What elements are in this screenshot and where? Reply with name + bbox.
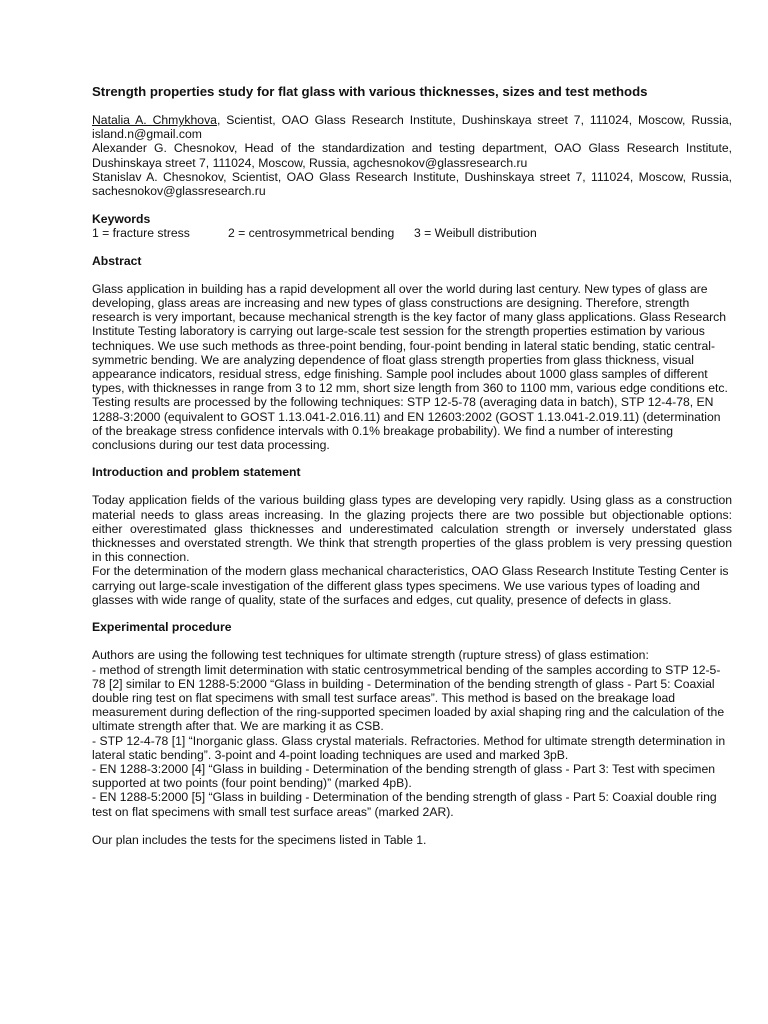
author-name: Alexander G. Chesnokov [92,141,234,156]
keywords-heading: Keywords [92,212,151,227]
keywords-list [92,226,732,240]
introduction-paragraph: Today application fields of the various building glass types are developing very rapidly. Using glass as a construction material needs to glass areas increasing. In the glazing projects there are two possible but objectionable options: either overestimated glass thicknesses and underestimated calculation strength or inversely understated glass thicknesses and overstated strength. We think that strength properties of the glass problem is very pressing question in this connection. [92,493,732,565]
test-method-item: - EN 1288-5:2000 [5] “Glass in building - Determination of the bending strength of glass - Part 5: Coaxial double ring test on flat specimens with small test surface areas” (marked 2AR). [92,790,717,819]
author-entry [92,113,732,141]
abstract-text: Glass application in building has a rapid development all over the world during last century. New types of glass are developing, glass areas are increasing and new types of glass constructions are designing. Therefore, strength research is very important, because mechanical strength is the key factor of many glass applications. Glass Research Institute Testing laboratory is carrying out large-scale test session for the strength properties estimation by various techniques. We use such methods as three-point bending, four-point bending in lateral static bending, static central-symmetric bending. We are analyzing dependence of float glass strength properties from glass thickness, visual appearance indicators, residual stress, edge finishing. Sample pool includes about 1000 glass samples of different types, with thicknesses in range from 3 to 12 mm, short size length from 360 to 1100 mm, various edge conditions etc. Testing results are processed by the following techniques: STP 12-5-78 (averaging data in batch), STP 12-4-78, EN 1288-3:2000 (equivalent to GOST 1.13.041-2.016.11) and EN 12603:2002 (GOST 1.13.041-2.019.11) (determination of the breakage stress confidence intervals with 0.1% breakage probability). We find a number of interesting conclusions during our test data processing. [92,281,728,453]
introduction-heading: Introduction and problem statement [92,465,301,480]
author-name: Stanislav A. Chesnokov [92,169,224,184]
author-affiliation: , Scientist, OAO Glass Research Institute, Dushinskaya street 7, 111024, Moscow, Russia, sachesnokov@glassresearch.ru [92,169,732,199]
paper-title: Strength properties study for flat glass with various thicknesses, sizes and test methods [92,84,648,99]
test-method-item: - EN 1288-3:2000 [4] “Glass in building - Determination of the bending strength of glass - Part 3: Test with specimen supported at two points (four point bending)” (marked 4pB). [92,761,716,791]
keyword-item: 1 = fracture stress [92,226,190,241]
paper-page [92,84,732,847]
author-entry [92,141,732,169]
experimental-heading: Experimental procedure [92,620,232,635]
test-method-item: - STP 12-4-78 [1] “Inorganic glass. Glass crystal materials. Refractories. Method for ultimate strength determination in lateral static bending”. 3-point and 4-point loading techniques are used and marked 3pB. [92,733,726,762]
abstract-heading: Abstract [92,253,142,268]
experimental-closing: Our plan includes the tests for the specimens listed in Table 1. [92,832,427,847]
experimental-intro: Authors are using the following test techniques for ultimate strength (rupture stress) of glass estimation: [92,648,649,663]
test-method-item: - method of strength limit determination with static centrosymmetrical bending of the samples according to STP 12-5-78 [2] similar to EN 1288-5:2000 “Glass in building - Determination of the bending strength of glass - Part 5: Coaxial double ring test on flat specimens with small test surface areas”. This method is based on the breakage load measurement during deflection of the ring-supported specimen loaded by axial shaping ring and the calculation of the ultimate strength after that. We are marking it as CSB. [92,662,725,734]
spacer [92,819,732,833]
keyword-item: 2 = centrosymmetrical bending [228,226,395,241]
author-affiliation: , Scientist, OAO Glass Research Institute, Dushinskaya street 7, 111024, Moscow, Russia, island.n@gmail.com [92,113,732,142]
author-list [92,113,732,198]
keyword-item: 3 = Weibull distribution [414,226,537,241]
author-name[interactable]: Natalia A. Chmykhova [92,113,217,127]
introduction-paragraph: For the determination of the modern glass mechanical characteristics, OAO Glass Research Institute Testing Center is carrying out large-scale investigation of the different glass types specimens. We use various types of loading and glasses with wide range of quality, state of the surfaces and edges, cut quality, presence of defects in glass. [92,564,729,607]
author-entry [92,170,732,198]
author-affiliation: , Head of the standardization and testing department, OAO Glass Research Institute, Dushinskaya street 7, 111024, Moscow, Russia, agchesnokov@glassresearch.ru [92,141,733,170]
